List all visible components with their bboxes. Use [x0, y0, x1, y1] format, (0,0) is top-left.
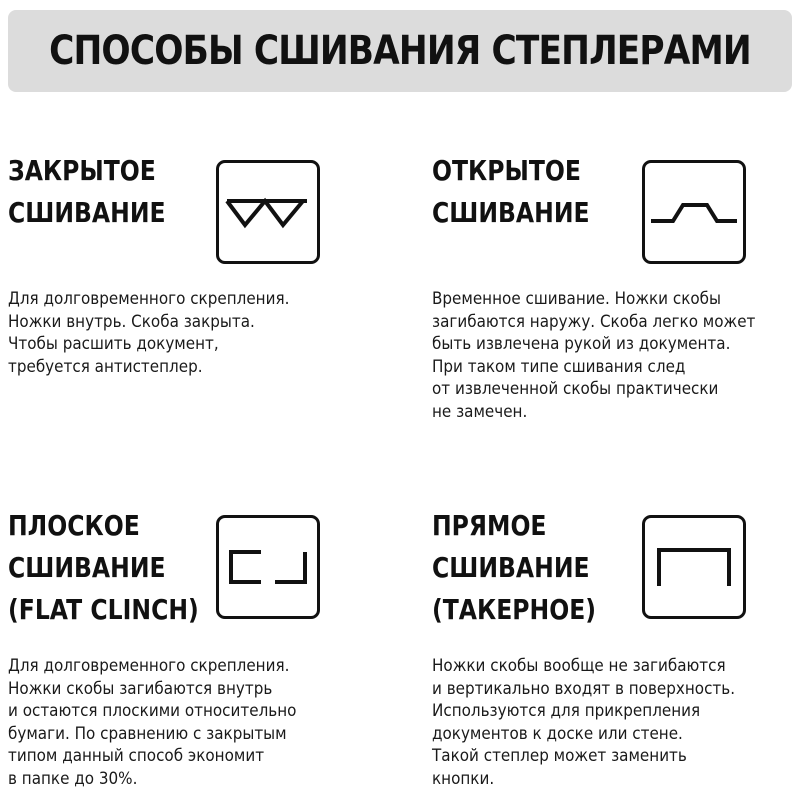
heading-line: СШИВАНИЕ: [8, 551, 166, 584]
desc-line: Чтобы расшить документ,: [8, 334, 219, 353]
desc-line: бумаги. По сравнению с закрытым: [8, 723, 287, 743]
desc-line: Ножки скобы загибаются внутрь: [8, 678, 273, 698]
heading-line: ПРЯМОЕ: [432, 509, 547, 542]
method-description: [8, 288, 289, 378]
heading-line: СШИВАНИЕ: [8, 196, 166, 229]
heading-line: (ТАКЕРНОЕ): [432, 593, 597, 626]
desc-line: требуется антистеплер.: [8, 356, 203, 376]
open-clinch-icon: [642, 160, 746, 264]
desc-line: Временное сшивание. Ножки скобы: [432, 289, 722, 308]
method-closed: [8, 150, 378, 390]
method-open: [432, 150, 800, 430]
straight-tacker-icon: [642, 515, 746, 619]
desc-line: и остаются плоскими относительно: [8, 701, 297, 720]
page-title: СПОСОБЫ СШИВАНИЯ СТЕПЛЕРАМИ: [49, 28, 751, 74]
method-description: [432, 655, 735, 790]
heading-line: СШИВАНИЕ: [432, 196, 590, 229]
method-flat: [8, 505, 378, 795]
desc-line: Ножки внутрь. Скоба закрыта.: [8, 311, 255, 331]
method-heading: [8, 150, 166, 234]
desc-line: в папке до 30%.: [8, 768, 138, 788]
method-description: [432, 288, 755, 423]
title-banner: [8, 10, 792, 92]
desc-line: кнопки.: [432, 768, 495, 788]
heading-line: ОТКРЫТОЕ: [432, 154, 581, 187]
heading-line: ПЛОСКОЕ: [8, 509, 140, 542]
closed-clinch-icon: [216, 160, 320, 264]
desc-line: типом данный способ экономит: [8, 746, 265, 765]
desc-line: Ножки скобы вообще не загибаются: [432, 656, 726, 675]
desc-line: и вертикально входят в поверхность.: [432, 678, 736, 698]
method-heading: [8, 505, 199, 631]
heading-line: СШИВАНИЕ: [432, 551, 590, 584]
desc-line: Такой степлер может заменить: [432, 746, 687, 765]
desc-line: Используются для прикрепления: [432, 701, 701, 720]
desc-line: быть извлечена рукой из документа.: [432, 334, 731, 353]
heading-line: ЗАКРЫТОЕ: [8, 154, 156, 187]
desc-line: от извлеченной скобы практически: [432, 379, 719, 398]
method-heading: [432, 505, 596, 631]
desc-line: документов к доске или стене.: [432, 723, 683, 743]
flat-clinch-icon: [216, 515, 320, 619]
method-heading: [432, 150, 590, 234]
desc-line: Для долговременного скрепления.: [8, 289, 290, 308]
method-straight: [432, 505, 800, 795]
desc-line: При таком типе сшивания след: [432, 356, 686, 376]
desc-line: не замечен.: [432, 401, 528, 421]
method-description: [8, 655, 296, 790]
desc-line: Для долговременного скрепления.: [8, 656, 290, 675]
desc-line: загибаются наружу. Скоба легко может: [432, 311, 756, 331]
heading-line: (FLAT CLINCH): [8, 593, 199, 626]
